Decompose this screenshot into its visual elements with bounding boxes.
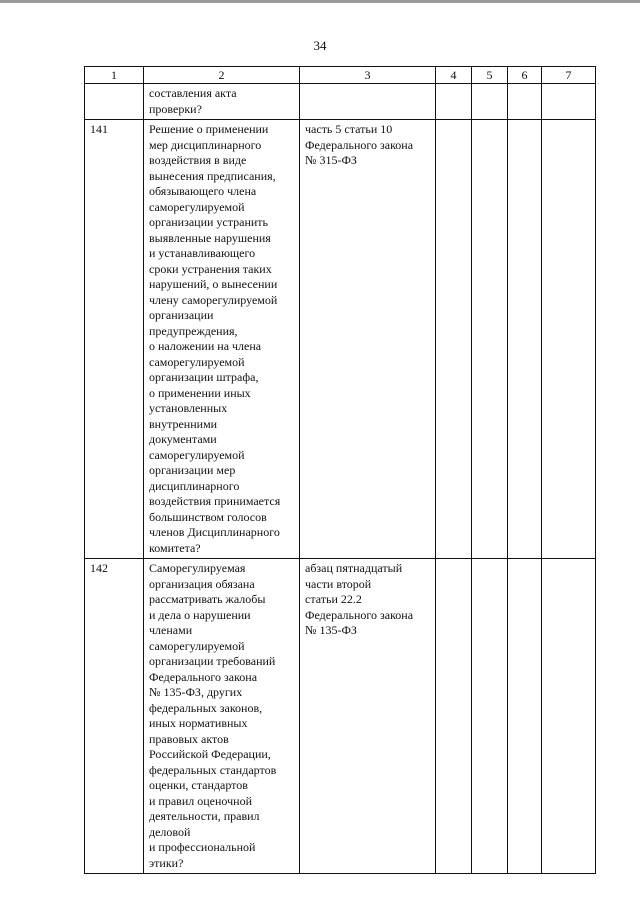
answer-cell-col-4 bbox=[436, 120, 472, 559]
legal-reference-cell bbox=[300, 559, 436, 874]
legal-reference-line: части второй bbox=[305, 576, 372, 591]
header-col-5: 5 bbox=[472, 67, 508, 84]
question-line: федеральных законов, bbox=[149, 700, 263, 715]
question-line: нарушений, о вынесении bbox=[149, 277, 278, 291]
question-cell bbox=[144, 120, 300, 559]
question-cell bbox=[144, 559, 300, 874]
question-line: организации bbox=[149, 308, 214, 322]
question-line: организации штрафа, bbox=[149, 370, 259, 384]
legal-reference-cell bbox=[300, 84, 436, 120]
answer-cell-col-5 bbox=[472, 559, 508, 874]
checklist-table bbox=[84, 66, 596, 874]
question-line: сроки устранения таких bbox=[149, 261, 272, 276]
table-row bbox=[85, 559, 596, 874]
answer-cell-col-6 bbox=[508, 120, 542, 559]
legal-reference-line: № 135-ФЗ bbox=[305, 623, 357, 637]
question-line: иных нормативных bbox=[149, 716, 248, 730]
question-line: Решение о применении bbox=[149, 122, 269, 136]
question-line: саморегулируемой bbox=[149, 638, 245, 653]
question-line: членов Дисциплинарного bbox=[149, 525, 280, 539]
page-number: 34 bbox=[313, 38, 327, 53]
question-cell bbox=[144, 84, 300, 120]
header-col-4: 4 bbox=[436, 67, 472, 84]
table-row bbox=[85, 120, 596, 559]
answer-cell-col-5 bbox=[472, 84, 508, 120]
answer-cell-col-5 bbox=[472, 120, 508, 559]
question-line: организации требований bbox=[149, 654, 276, 668]
question-line: саморегулируемой bbox=[149, 447, 245, 462]
header-col-2: 2 bbox=[144, 67, 300, 84]
question-line: Саморегулируемая bbox=[149, 561, 246, 575]
question-line: саморегулируемой bbox=[149, 199, 245, 214]
legal-reference-line: абзац пятнадцатый bbox=[305, 561, 403, 575]
legal-reference-line: часть 5 статьи 10 bbox=[305, 122, 393, 136]
question-line: Российской Федерации, bbox=[149, 747, 271, 761]
question-line: выявленные нарушения bbox=[149, 230, 271, 245]
question-line: и профессиональной bbox=[149, 840, 256, 854]
legal-reference-cell bbox=[300, 120, 436, 559]
question-line: федеральных стандартов bbox=[149, 762, 277, 777]
table-body bbox=[85, 84, 596, 874]
question-line: деловой bbox=[149, 824, 191, 839]
header-col-3: 3 bbox=[300, 67, 436, 84]
header-col-1: 1 bbox=[85, 67, 144, 84]
question-line: организации мер bbox=[149, 463, 236, 477]
row-number: 141 bbox=[85, 120, 144, 559]
question-line: большинством голосов bbox=[149, 509, 267, 524]
question-line: члену саморегулируемой bbox=[149, 292, 278, 307]
row-number bbox=[85, 84, 144, 120]
question-line: деятельности, правил bbox=[149, 809, 260, 823]
question-line: дисциплинарного bbox=[149, 478, 240, 493]
question-line: установленных bbox=[149, 401, 228, 415]
question-line: и дела о нарушении bbox=[149, 607, 251, 622]
answer-cell-col-4 bbox=[436, 84, 472, 120]
answer-cell-col-6 bbox=[508, 84, 542, 120]
question-line: о наложении на члена bbox=[149, 339, 262, 353]
header-col-6: 6 bbox=[508, 67, 542, 84]
question-line: воздействия принимается bbox=[149, 494, 281, 508]
question-line: этики? bbox=[149, 855, 184, 870]
answer-cell-col-7 bbox=[542, 559, 596, 874]
answer-cell-col-7 bbox=[542, 84, 596, 120]
question-line: воздействия в виде bbox=[149, 153, 247, 167]
legal-reference-line: Федерального закона bbox=[305, 607, 414, 622]
question-line: составления акта bbox=[149, 86, 237, 100]
question-line: саморегулируемой bbox=[149, 354, 245, 369]
question-line: организации устранить bbox=[149, 215, 269, 229]
question-line: оценки, стандартов bbox=[149, 778, 248, 792]
question-line: организация обязана bbox=[149, 576, 255, 591]
question-line: рассматривать жалобы bbox=[149, 592, 266, 606]
question-line: документами bbox=[149, 432, 217, 446]
legal-reference-line: Федерального закона bbox=[305, 137, 414, 152]
question-line: вынесения предписания, bbox=[149, 168, 276, 183]
legal-reference-line: № 315-ФЗ bbox=[305, 153, 357, 167]
question-line: № 135-ФЗ, других bbox=[149, 685, 243, 699]
table-row bbox=[85, 84, 596, 120]
question-line: комитета? bbox=[149, 540, 201, 555]
question-line: правовых актов bbox=[149, 731, 229, 746]
question-line: внутренними bbox=[149, 416, 218, 431]
question-line: Федерального закона bbox=[149, 669, 258, 684]
question-line: и правил оценочной bbox=[149, 793, 252, 808]
question-line: обязывающего члена bbox=[149, 184, 257, 198]
answer-cell-col-7 bbox=[542, 120, 596, 559]
header-col-7: 7 bbox=[542, 67, 596, 84]
question-line: предупреждения, bbox=[149, 323, 238, 338]
row-number: 142 bbox=[85, 559, 144, 874]
question-line: мер дисциплинарного bbox=[149, 137, 262, 152]
question-line: и устанавливающего bbox=[149, 246, 256, 260]
header-row bbox=[85, 67, 596, 84]
answer-cell-col-4 bbox=[436, 559, 472, 874]
question-line: о применении иных bbox=[149, 385, 251, 400]
legal-reference-line: статьи 22.2 bbox=[305, 592, 362, 606]
question-line: членами bbox=[149, 623, 193, 637]
answer-cell-col-6 bbox=[508, 559, 542, 874]
scan-top-edge bbox=[0, 0, 640, 3]
question-line: проверки? bbox=[149, 101, 202, 116]
